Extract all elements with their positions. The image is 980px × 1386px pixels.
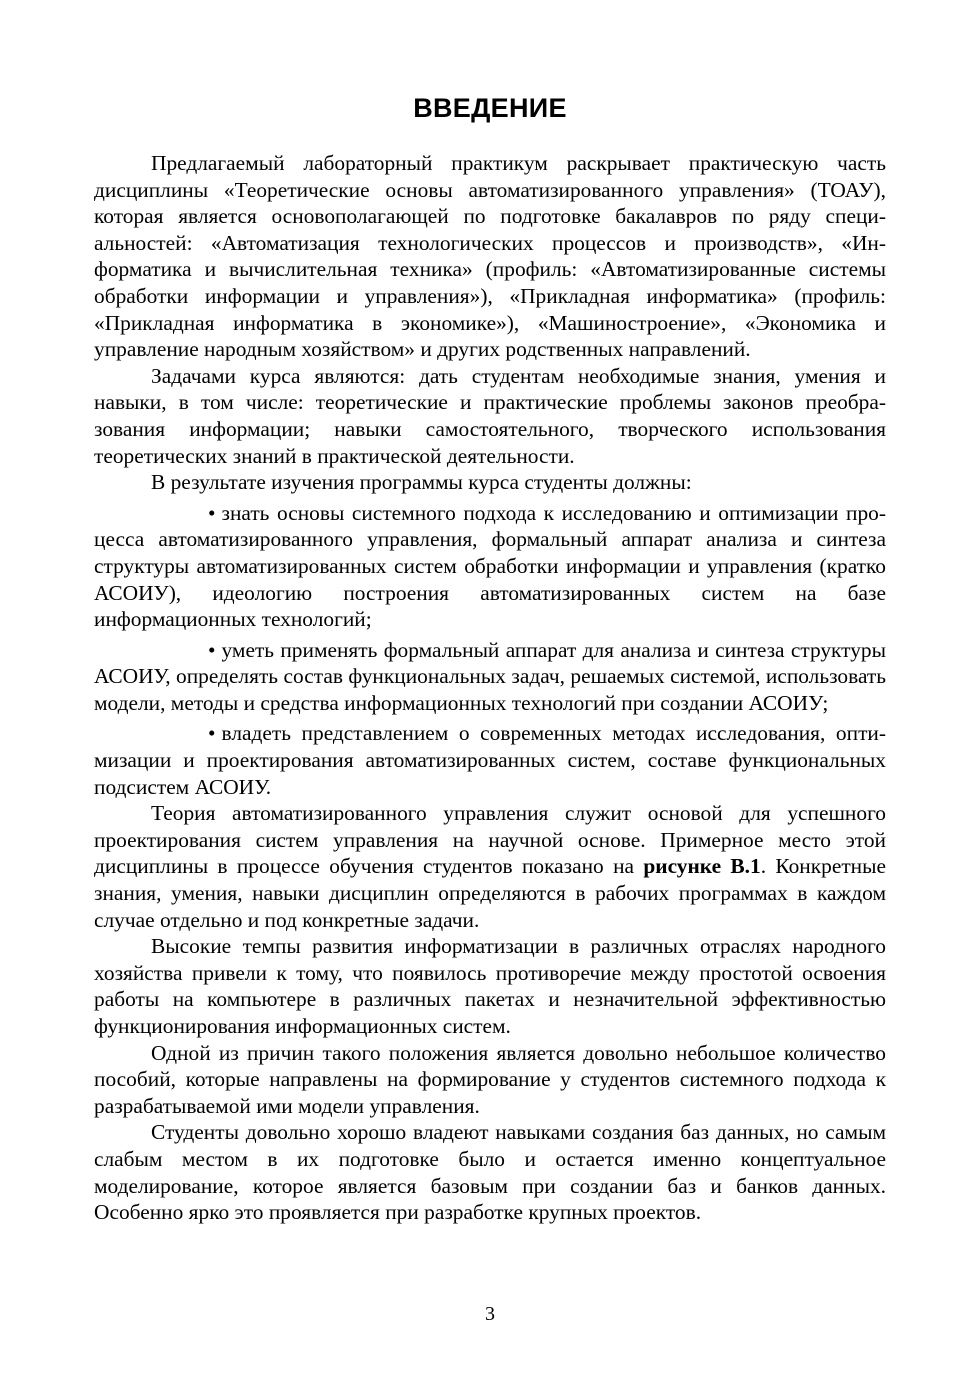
closing-paragraph-1: Высокие темпы развития информатизации в различных отраслях народного хозяйства привели к тому, что появилось противоречие между простотой освоения работы на компьютере в различных пакетах и незначительной эффективностью функционирования информационных систем. [94, 934, 886, 1038]
closing-paragraph-2: Одной из причин такого положения является довольно небольшое количество пособий, которые направлены на формирование у студентов системного подхода к разрабатываемой ими модели управления. [94, 1040, 886, 1118]
bullet-item-master [94, 720, 886, 800]
bullet-icon: • [208, 500, 216, 525]
closing-paragraph-3: Студенты довольно хорошо владеют навыками создания баз данных, но самым слабым местом в их подготовке было и остается именно концептуальное моделирование, которое является базовым при создании баз и банков данных. Особенно ярко это проявляется при разработке крупных проектов. [94, 1120, 886, 1225]
document-page [94, 88, 886, 1226]
figure-reference-paragraph [94, 800, 886, 933]
bullet-icon: • [208, 637, 216, 662]
section-heading: ВВЕДЕНИЕ [413, 93, 567, 123]
figure-paragraph-before: Теория автоматизированного управления служит основой для успешного проектирования систем управления на научной основе. Примерное место этой дисциплины в процессе обучения студентов показано на [94, 801, 886, 879]
bullet-item-can [94, 637, 886, 717]
figure-paragraph-after: . Конкретные знания, умения, навыки дисциплин определяются в рабочих программах в каждом случае отдельно и под конкретные задачи. [94, 854, 886, 932]
intro-paragraph-2: Задачами курса являются: дать студентам необходимые знания, умения и навыки, в том числе: теоретические и практические проблемы законов преобразования информации; навыки самостоятельного, творческого использования теоретических знаний в практической деятельности. [94, 363, 886, 468]
bullet-text: уметь применять формальный аппарат для анализа и синтеза структуры АСОИУ, определять состав функциональных задач, решаемых системой, использовать модели, методы и средства информационных технологий при создании АСОИУ; [94, 637, 886, 715]
bullet-item-know [94, 500, 886, 633]
bullet-icon: • [208, 721, 216, 746]
intro-paragraph-3: В результате изучения программы курса студенты должны: [151, 470, 692, 495]
bullet-text: знать основы системного подхода к исследованию и оптимизации процесса автоматизированного управления, формальный аппарат анализа и синтеза структуры автоматизированных систем обработки информации и управления (кратко АСОИУ), идеологию построения автоматизированных систем на базе информационных технологий; [94, 500, 886, 632]
page-number: 3 [485, 1303, 495, 1325]
intro-paragraph-1: Предлагаемый лабораторный практикум раскрывает практическую часть дисциплины «Теоретические основы автоматизированного управления» (ТОАУ), которая является основополагающей по подготовке бакалавров по ряду специальностей: «Автоматизация технологических процессов и производств», «Информатика и вычислительная техника» (профиль: «Автоматизированные системы обработки информации и управления»), «Прикладная информатика» (профиль: «Прикладная информатика в экономике»), «Машиностроение», «Экономика и управление народным хозяйством» и других родственных направлений. [94, 151, 886, 362]
figure-reference: рисунке В.1 [643, 854, 761, 879]
bullet-text: владеть представлением о современных методах исследования, оптимизации и проектирования автоматизированных систем, составе функциональных подсистем АСОИУ. [94, 721, 886, 799]
